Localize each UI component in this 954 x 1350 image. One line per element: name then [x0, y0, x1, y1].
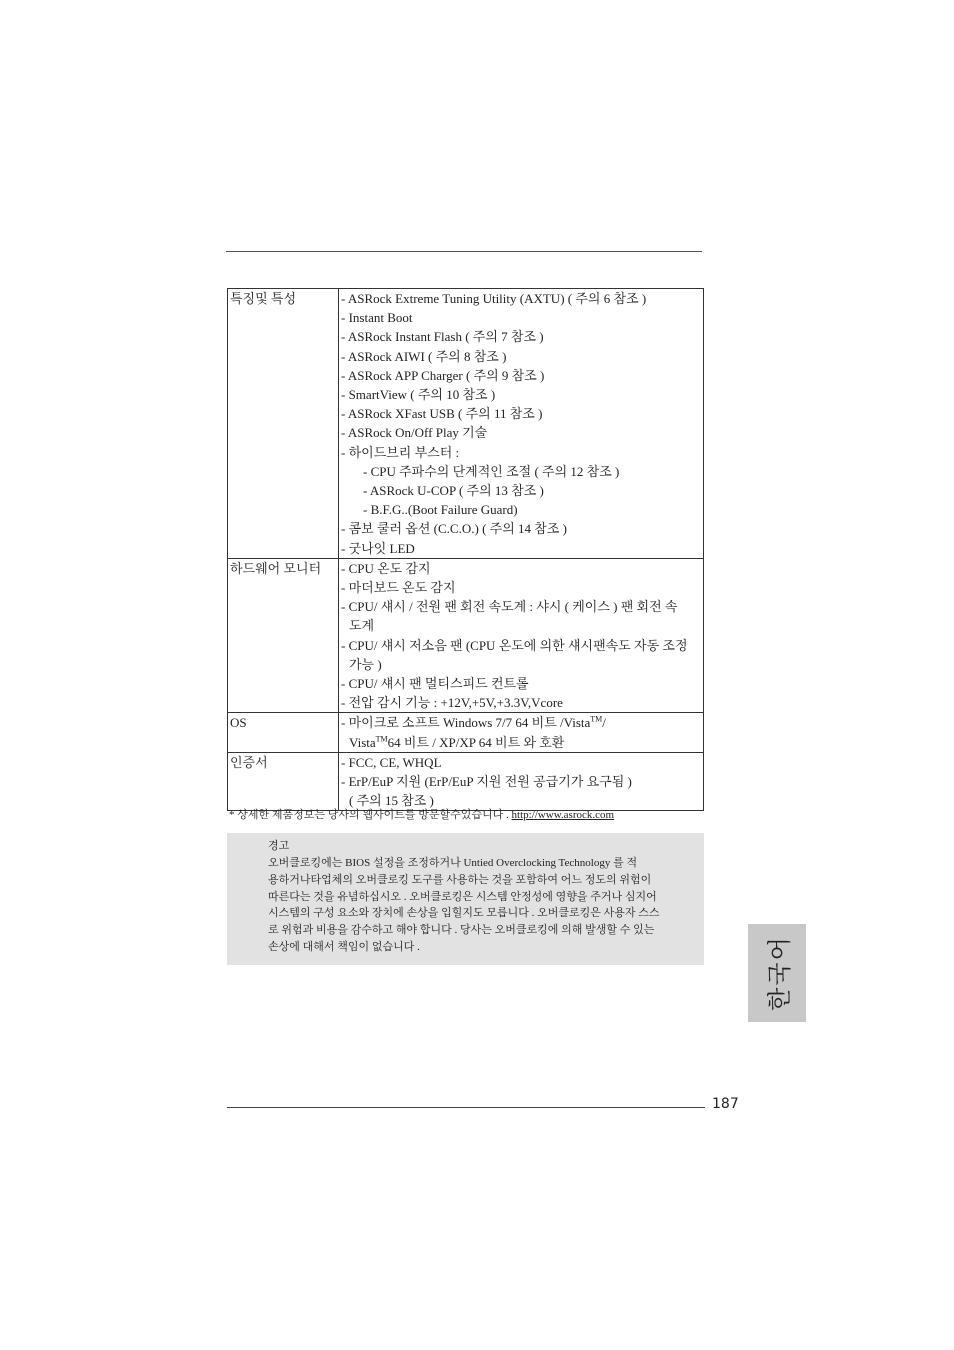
row-content	[339, 752, 704, 811]
warning-line: 시스템의 구성 요소와 장치에 손상을 입힐지도 모릅니다 . 오버클로킹은 사용자 스스	[268, 907, 660, 920]
os-text: 64 비트 / XP/XP 64 비트 와 호환	[387, 734, 565, 750]
spec-table	[227, 288, 704, 811]
list-item: - 콤보 쿨러 옵션 (C.C.O.) ( 주의 14 참조 )	[341, 521, 567, 537]
row-label: 하드웨어 모니터	[228, 558, 339, 713]
list-item-continuation	[341, 733, 701, 752]
list-item: - 굿나잇 LED	[341, 540, 415, 556]
warning-line: 용하거나타업체의 오버클로킹 도구를 사용하는 것을 포함하여 어느 정도의 위험이	[268, 873, 652, 886]
warning-title: 경고	[268, 840, 290, 852]
row-content	[339, 289, 704, 559]
list-item: - ASRock XFast USB ( 주의 11 참조 )	[341, 406, 543, 422]
sub-list-item: - B.F.G..(Boot Failure Guard)	[363, 502, 518, 518]
list-item: - 하이드브리 부스터 :	[341, 444, 460, 460]
row-content	[339, 558, 704, 713]
list-item: - SmartView ( 주의 10 참조 )	[341, 387, 496, 403]
trademark-mark: TM	[590, 715, 603, 725]
sub-list-item: - CPU 주파수의 단계적인 조절 ( 주의 12 참조 )	[363, 463, 620, 479]
warning-line: 로 위험과 비용을 감수하고 해야 합니다 . 당사는 오버클로킹에 의해 발생할 수 있는	[268, 924, 655, 937]
list-item: - FCC, CE, WHQL	[341, 754, 442, 770]
list-item: - CPU 온도 감지	[341, 560, 431, 576]
list-item: - ASRock Instant Flash ( 주의 7 참조 )	[341, 329, 544, 345]
list-item: - CPU/ 섀시 저소음 팬 (CPU 온도에 의한 섀시팬속도 자동 조정	[341, 637, 688, 653]
list-item: - Instant Boot	[341, 310, 413, 326]
language-side-tab	[748, 924, 806, 1022]
top-rule	[226, 251, 702, 252]
list-item-continuation: 도계	[349, 618, 375, 634]
table-row	[228, 752, 704, 811]
list-item: - ErP/EuP 지원 (ErP/EuP 지원 전원 공급기가 요구됨 )	[341, 774, 632, 790]
list-item: - ASRock APP Charger ( 주의 9 참조 )	[341, 367, 545, 383]
footnote-text: * 상세한 제품정보는 당사의 웹사이트를 방문할수있습니다 .	[229, 809, 512, 821]
website-link[interactable]: http://www.asrock.com	[511, 809, 615, 821]
row-label: OS	[228, 713, 339, 752]
list-item	[341, 713, 701, 732]
list-item: - 전압 감시 기능 : +12V,+5V,+3.3V,Vcore	[341, 695, 563, 711]
list-item: - ASRock AIWI ( 주의 8 참조 )	[341, 348, 507, 364]
row-label: 특징및 특성	[228, 289, 339, 559]
row-label: 인증서	[228, 752, 339, 811]
table-row	[228, 289, 704, 559]
list-item-continuation: 가능 )	[349, 656, 382, 672]
warning-line: 오버클로킹에는 BIOS 설정을 조정하거나 Untied Overclocking Technology 를 적	[268, 857, 638, 869]
os-text: - 마이크로 소프트 Windows 7/7 64 비트 /Vista	[341, 715, 591, 731]
language-label: 한국어	[765, 935, 794, 1011]
list-item: - ASRock Extreme Tuning Utility (AXTU) ( 주의 6 참조 )	[341, 291, 647, 306]
warning-body	[268, 855, 684, 956]
os-text: Vista	[349, 734, 376, 750]
page-number: 187	[712, 1096, 739, 1112]
warning-line: 따른다는 것을 유념하십시오 . 오버클로킹은 시스템 안정성에 영향을 주거나 심지어	[268, 890, 657, 903]
bottom-rule	[227, 1107, 705, 1108]
footnote	[229, 806, 614, 822]
sub-list-item: - ASRock U-COP ( 주의 13 참조 )	[363, 483, 544, 499]
list-item-continuation: ( 주의 15 참조 )	[349, 793, 434, 809]
table-row	[228, 713, 704, 752]
list-item: - CPU/ 섀시 팬 멀티스피드 컨트롤	[341, 676, 529, 692]
list-item: - CPU/ 섀시 / 전원 팬 회전 속도계 : 샤시 ( 케이스 ) 팬 회전 속	[341, 599, 678, 615]
trademark-mark: TM	[375, 734, 388, 744]
os-text: /	[602, 715, 606, 731]
warning-box	[227, 833, 704, 965]
list-item: - ASRock On/Off Play 기술	[341, 425, 488, 441]
list-item: - 마더보드 온도 감지	[341, 580, 456, 596]
table-row	[228, 558, 704, 713]
row-content	[339, 713, 704, 752]
warning-line: 손상에 대해서 책임이 없습니다 .	[268, 940, 420, 953]
